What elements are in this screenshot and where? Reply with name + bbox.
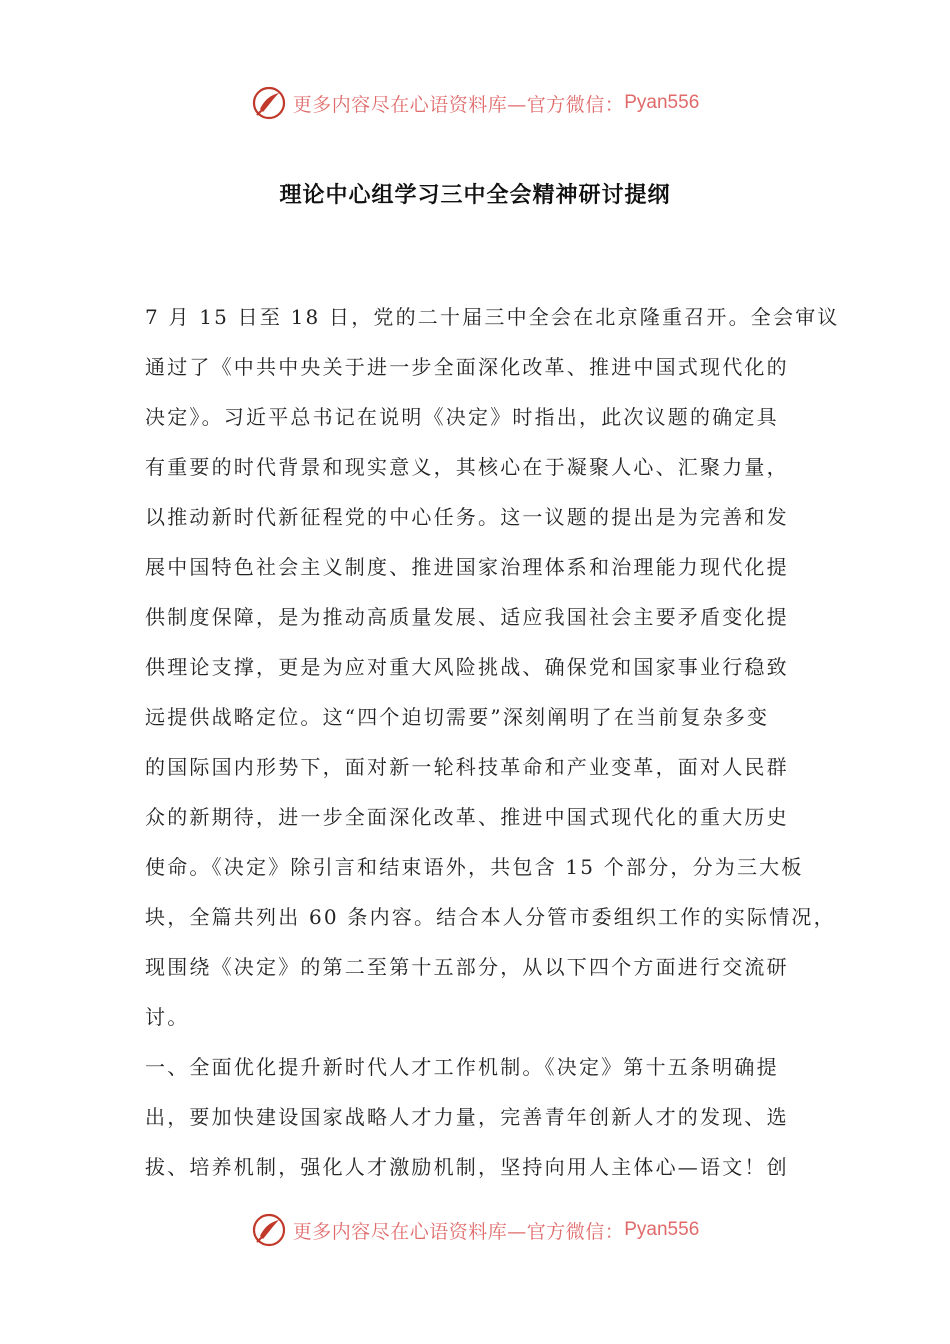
body-line: 供制度保障，是为推动高质量发展、适应我国社会主要矛盾变化提 — [145, 605, 789, 629]
body-line: 现围绕《决定》的第二至第十五部分，从以下四个方面进行交流研 — [145, 955, 789, 979]
body-line: 拔、培养机制，强化人才激励机制，坚持向用人主体心—语文！创 — [145, 1155, 789, 1179]
body-line: 讨。 — [145, 1005, 190, 1029]
banner-text: 更多内容尽在心语资料库—官方微信： — [292, 1220, 625, 1243]
footer-watermark-banner — [0, 1210, 950, 1250]
body-line: 出，要加快建设国家战略人才力量，完善青年创新人才的发现、选 — [145, 1105, 789, 1129]
header-watermark-banner — [0, 83, 950, 123]
pen-logo-icon — [251, 85, 287, 121]
body-line: 块，全篇共列出 60 条内容。结合本人分管市委组织工作的实际情况， — [145, 905, 836, 929]
body-line: 众的新期待，进一步全面深化改革、推进中国式现代化的重大历史 — [145, 805, 789, 829]
body-line: 供理论支撑，更是为应对重大风险挑战、确保党和国家事业行稳致 — [145, 655, 789, 679]
banner-wechat-id: Pyan556 — [624, 92, 700, 113]
pen-logo-icon — [251, 1212, 287, 1248]
body-line: 通过了《中共中央关于进一步全面深化改革、推进中国式现代化的 — [145, 355, 789, 379]
body-line: 远提供战略定位。这“四个迫切需要”深刻阐明了在当前复杂多变 — [145, 705, 770, 729]
banner-wechat-id: Pyan556 — [624, 1219, 700, 1240]
body-line: 7 月 15 日至 18 日，党的二十届三中全会在北京隆重召开。全会审议 — [145, 305, 840, 329]
document-title: 理论中心组学习三中全会精神研讨提纲 — [279, 183, 671, 208]
document-body — [145, 292, 840, 1192]
body-line: 使命。《决定》除引言和结束语外，共包含 15 个部分，分为三大板 — [145, 855, 804, 879]
body-line: 一、全面优化提升新时代人才工作机制。《决定》第十五条明确提 — [145, 1055, 779, 1079]
banner-text: 更多内容尽在心语资料库—官方微信： — [292, 93, 625, 116]
body-line: 的国际国内形势下，面对新一轮科技革命和产业变革，面对人民群 — [145, 755, 789, 779]
body-line: 决定》。习近平总书记在说明《决定》时指出，此次议题的确定具 — [145, 405, 779, 429]
body-line: 有重要的时代背景和现实意义，其核心在于凝聚人心、汇聚力量， — [145, 455, 789, 479]
body-line: 展中国特色社会主义制度、推进国家治理体系和治理能力现代化提 — [145, 555, 789, 579]
body-line: 以推动新时代新征程党的中心任务。这一议题的提出是为完善和发 — [145, 505, 789, 529]
